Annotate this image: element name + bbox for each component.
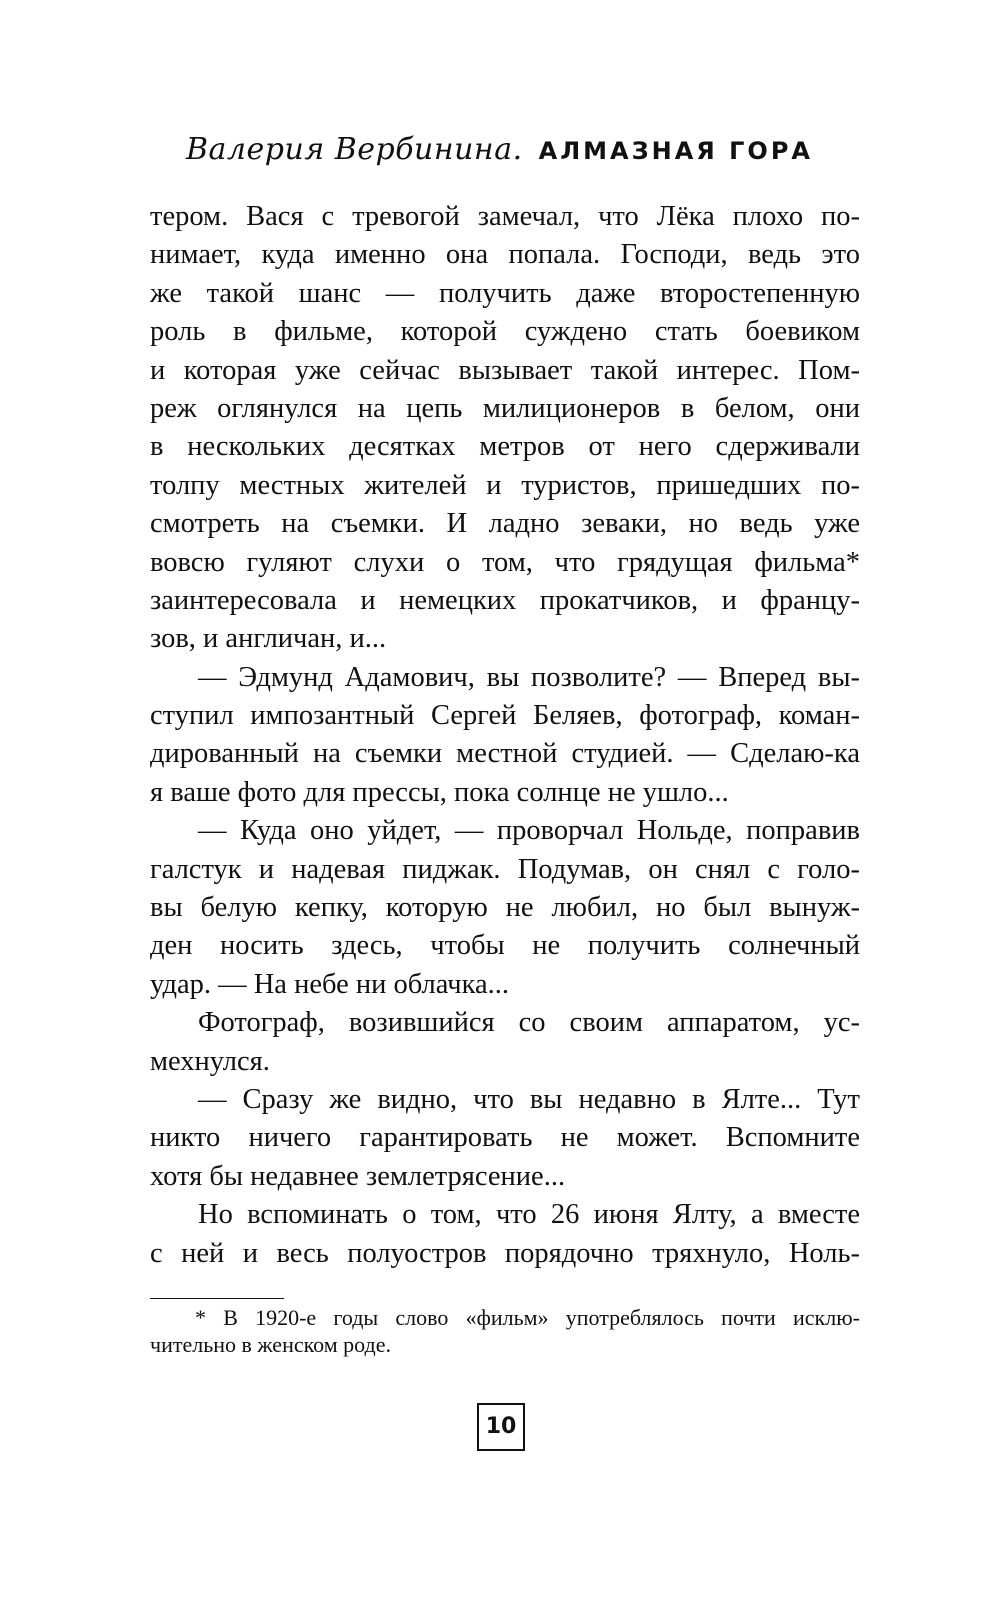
author-name: Валерия Вербинина. <box>186 132 523 167</box>
text-line: заинтересовала и немецких прокатчиков, и францу- <box>150 584 860 616</box>
text-line: с ней и весь полуостров порядочно тряхнуло, Ноль- <box>150 1237 860 1269</box>
text-line: смотреть на съемки. И ладно зеваки, но ведь уже <box>150 508 860 540</box>
text-line: я ваше фото для прессы, пока солнце не ушло... <box>150 776 729 808</box>
text-line: — Куда оно уйдет, — проворчал Нольде, поправив <box>198 815 860 847</box>
text-line: тером. Вася с тревогой замечал, что Лёка плохо по- <box>150 201 860 232</box>
text-line: мехнулся. <box>150 1045 270 1077</box>
book-title: АЛМАЗНАЯ ГОРА <box>538 137 813 165</box>
text-line: вы белую кепку, которую не любил, но был вынуж- <box>150 892 860 924</box>
text-line: и которая уже сейчас вызывает такой интерес. Пом- <box>150 354 860 386</box>
page-number: 10 <box>477 1403 525 1451</box>
text-line: дированный на съемки местной студией. — Сделаю-ка <box>150 738 860 770</box>
text-line: ступил импозантный Сергей Беляев, фотограф, коман- <box>150 700 860 732</box>
text-line: нимает, куда именно она попала. Господи, ведь это <box>150 239 860 271</box>
footnote-line: чительно в женском роде. <box>150 1332 392 1357</box>
footnote-line: * В 1920-е годы слово «фильм» употреблялось почти исклю- <box>195 1305 860 1330</box>
text-line: галстук и надевая пиджак. Подумав, он снял с голо- <box>150 853 860 885</box>
body-text <box>150 198 860 1273</box>
text-line: в нескольких десятках метров от него сдерживали <box>150 431 860 463</box>
text-line: Но вспоминать о том, что 26 июня Ялту, а вместе <box>198 1199 860 1231</box>
text-line: ден носить здесь, чтобы не получить солнечный <box>150 930 860 962</box>
running-head <box>0 132 999 167</box>
text-line: хотя бы недавнее землетрясение... <box>150 1160 566 1192</box>
text-line: реж оглянулся на цепь милиционеров в белом, они <box>150 392 860 424</box>
text-line: же такой шанс — получить даже второстепенную <box>150 277 860 309</box>
text-line: — Сразу же видно, что вы недавно в Ялте... Тут <box>198 1083 860 1115</box>
text-line: удар. — На небе ни облачка... <box>150 968 510 1000</box>
text-line: толпу местных жителей и туристов, пришедших по- <box>150 469 860 501</box>
footnote-rule <box>150 1298 284 1299</box>
text-line: никто ничего гарантировать не может. Вспомните <box>150 1122 860 1154</box>
footnote <box>150 1304 860 1358</box>
text-line: — Эдмунд Адамович, вы позволите? — Вперед вы- <box>198 661 860 693</box>
text-line: роль в фильме, которой суждено стать боевиком <box>150 316 860 348</box>
text-line: зов, и англичан, и... <box>150 623 387 655</box>
text-line: вовсю гуляют слухи о том, что грядущая фильма* <box>150 546 860 578</box>
text-line: Фотограф, возившийся со своим аппаратом, ус- <box>198 1007 860 1039</box>
